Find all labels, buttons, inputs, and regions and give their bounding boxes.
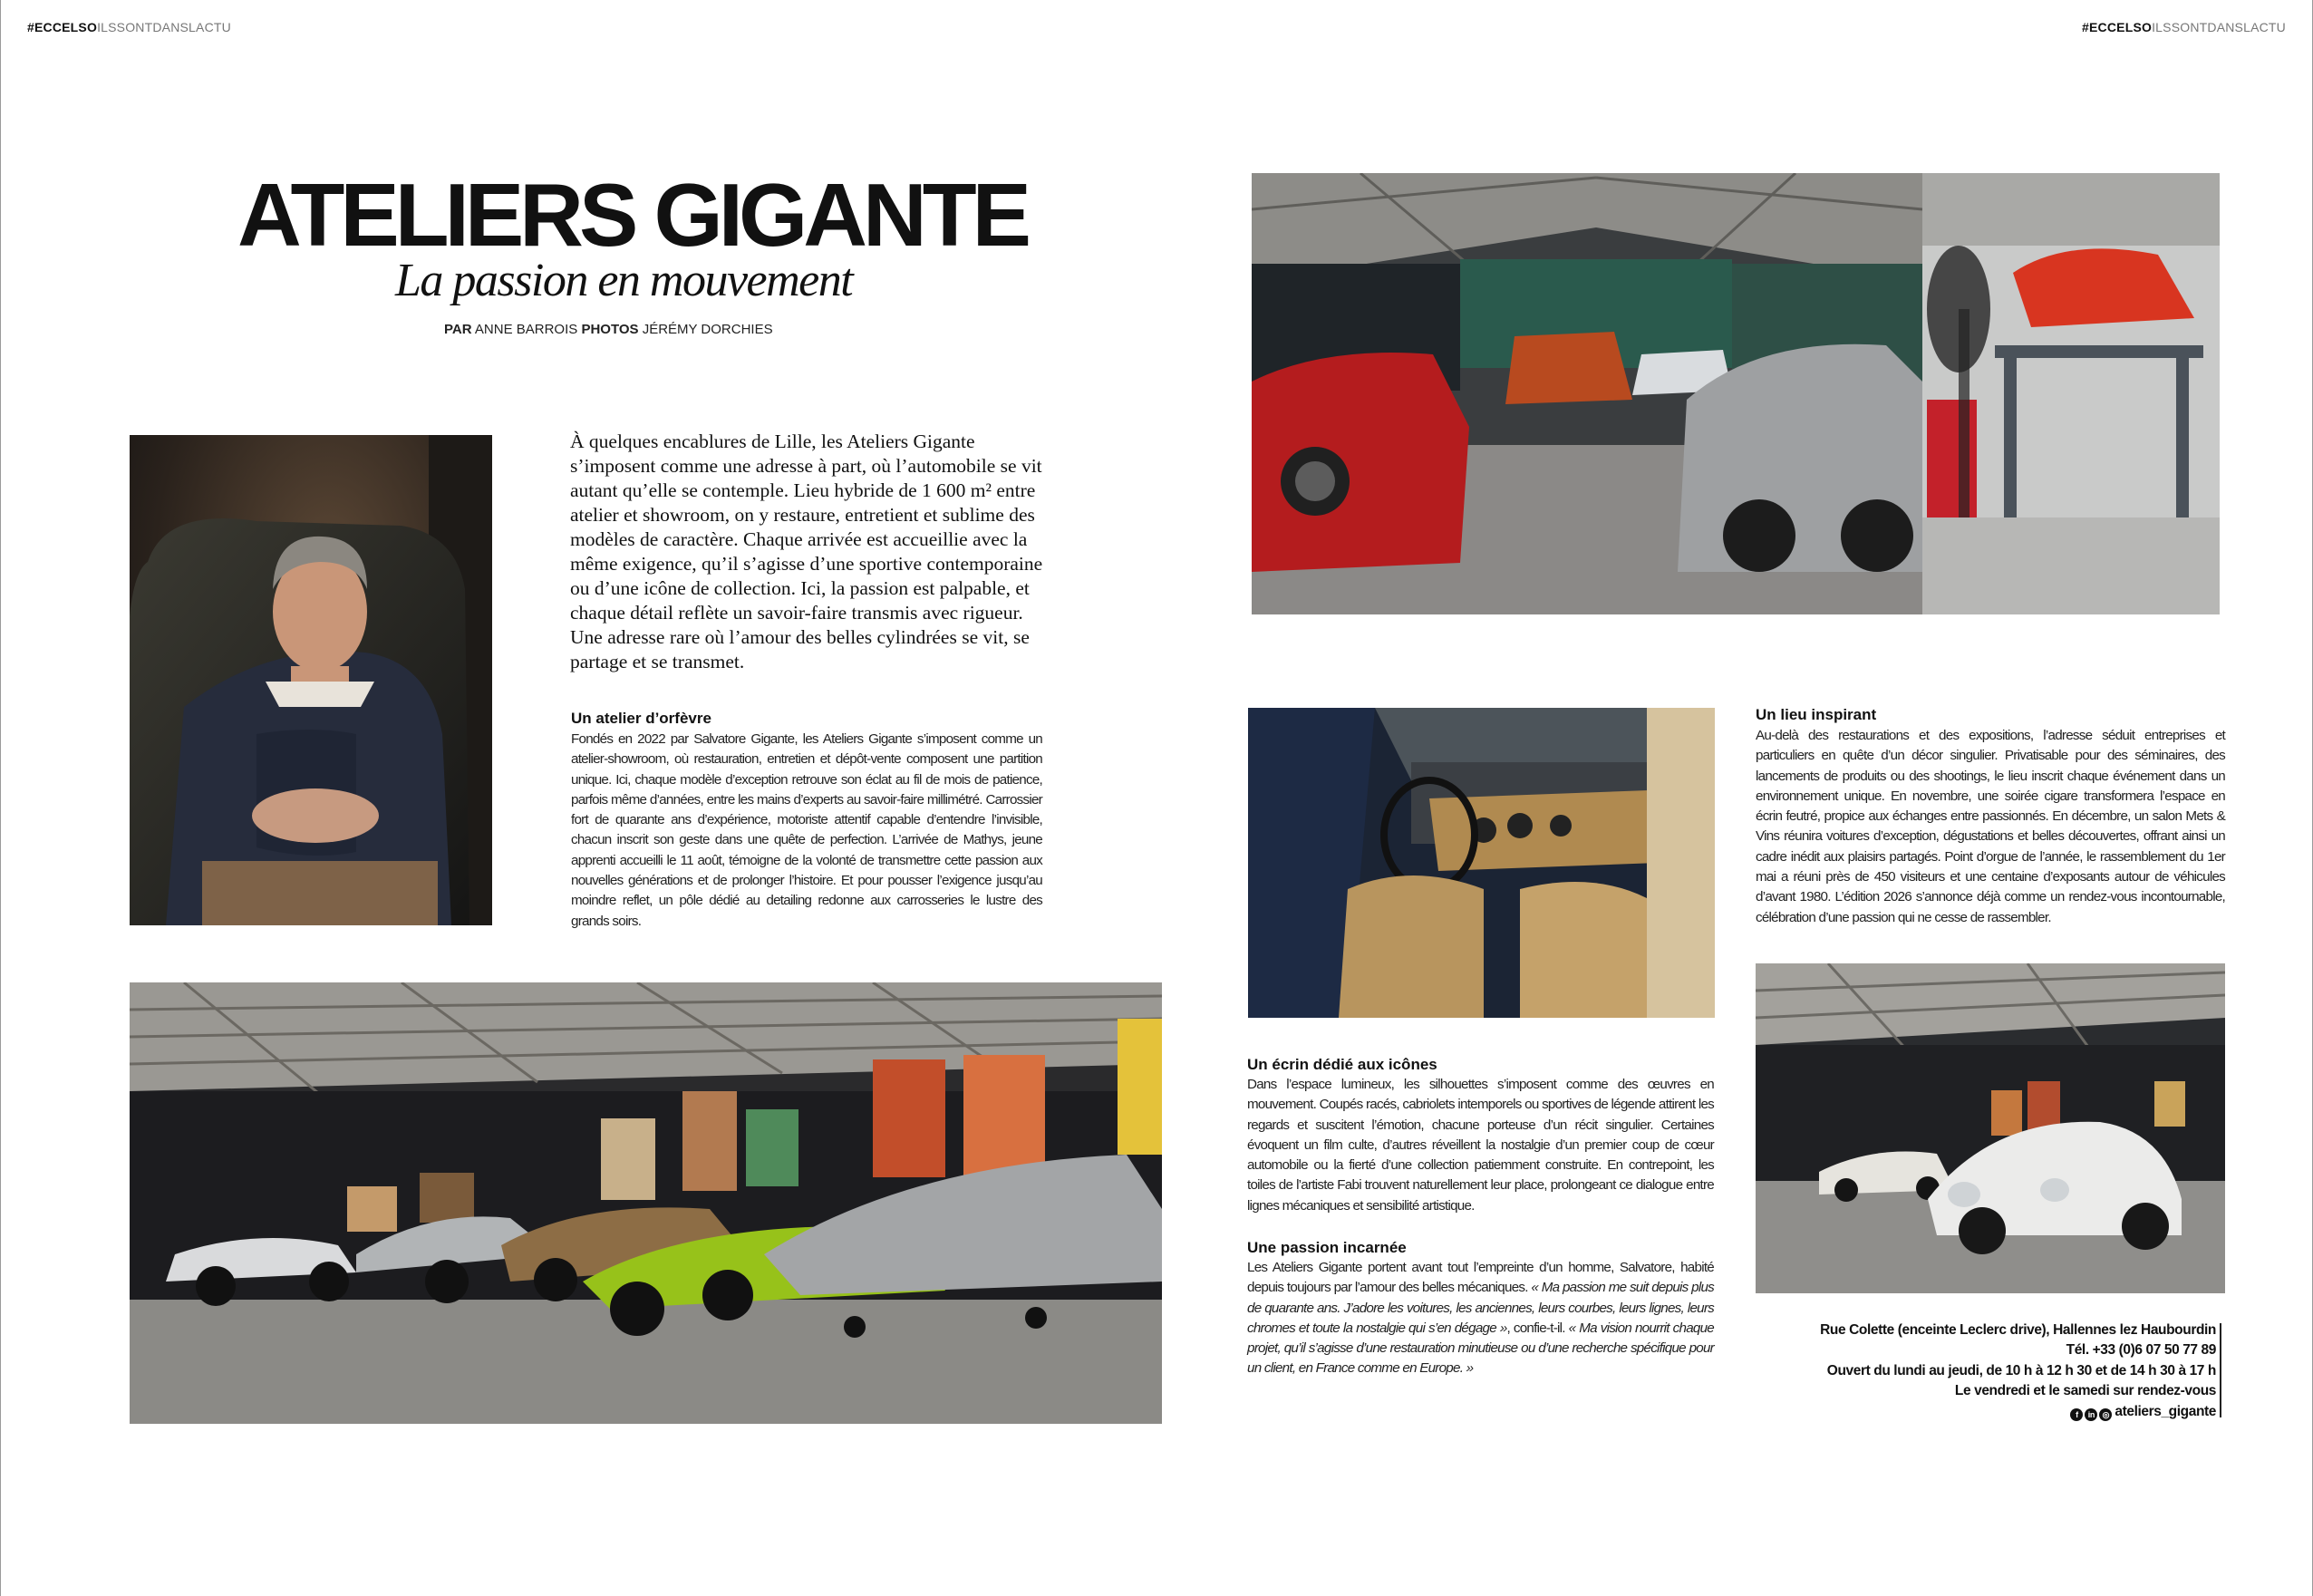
social-icons [2070, 1408, 2112, 1421]
instagram-icon[interactable]: ◎ [2099, 1408, 2112, 1421]
section-heading: Un écrin dédié aux icônes [1247, 1056, 1437, 1073]
article-title: ATELIERS GIGANTE [237, 165, 1028, 265]
section-text-quote [1247, 1258, 1714, 1379]
running-head-brand: #ECCELSO [27, 20, 98, 34]
section-text-plain: Les Ateliers Gigante portent avant tout l’empreinte d’un homme, Salvatore, habité depuis toujours par l’amour des belles mécaniques. [1247, 1260, 1714, 1296]
section-heading: Une passion incarnée [1247, 1239, 1407, 1256]
lead-paragraph: À quelques encablures de Lille, les Ateliers Gigante s’imposent comme une adresse à part, où l’automobile se vit autant qu’elle se contemple. Lieu hybride de 1 600 m² entre atelier et showroom, on y restaure, entretient et sublime des modèles de caractère. Chaque arrivée est accueillie avec la même exigence, qu’il s’agisse d’une sportive contemporaine ou d’une icône de collection. Ici, la passion est palpable, et chaque détail reflète un savoir-faire transmis avec rigueur. Une adresse rare où l’amour des belles cylindrées se vit, se partage et se transmet. [570, 430, 1043, 672]
running-head-right [2082, 20, 2286, 34]
running-head-section: ILSSONTDANSLACTU [2152, 20, 2286, 34]
section-text: Au-delà des restaurations et des expositions, l’adresse séduit entreprises et particuliers en quête d’un décor singulier. Privatisable pour des séminaires, des lancements de produits ou des shootings, le lieu inscrit chaque événement dans un environnement unique. En novembre, une soirée cigare transformera l’espace en écrin feutré, propice aux échanges entre passionnés. En décembre, un salon Mets & Vins réunira voitures d’exception, dégustations et belles découvertes, offrant ainsi un cadre inédit aux plaisirs partagés. Point d’orgue de l’année, le rassemblement du 1er mai a réuni près de 450 visiteurs et une centaine d’exposants autour de véhicules d’avant 1980. L’édition 2026 s’annonce déjà comme un rendez-vous incontournable, célébration d’une passion qui ne cesse de rassembler. [1756, 728, 2225, 925]
quote: « Ma vision nourrit chaque projet, qu’il s’agisse d’une restauration minutieuse ou d’une recherche spécifique pour un client, en France comme en Europe. » [1247, 1320, 1714, 1377]
info-box [1804, 1320, 2216, 1422]
social-handle[interactable]: ateliers_gigante [2115, 1403, 2216, 1419]
page-edge-left [0, 0, 1, 1596]
article-subtitle: La passion en mouvement [395, 255, 853, 306]
info-hours: Ouvert du lundi au jeudi, de 10 h à 12 h 30 et de 14 h 30 à 17 h [1826, 1362, 2216, 1378]
running-head-brand: #ECCELSO [2082, 20, 2153, 34]
byline-photographer: JÉRÉMY DORCHIES [642, 322, 773, 337]
info-phone: Tél. +33 (0)6 07 50 77 89 [2066, 1342, 2216, 1359]
byline-by-label: PAR [444, 322, 472, 337]
quote: « Ma passion me suit depuis plus de quarante ans. J’adore les voitures, les anciennes, leurs courbes, leurs lignes, leurs chromes et toute la nostalgie qui s’en dégage » [1247, 1280, 1714, 1336]
byline-photos-label: PHOTOS [581, 322, 639, 337]
section-text: Fondés en 2022 par Salvatore Gigante, les Ateliers Gigante s’imposent comme un atelier-showroom, où restauration, entretien et dépôt-vente composent une partition unique. Ici, chaque modèle d’exception retrouve son éclat au fil de mois de patience, parfois même d’années, entre les mains d’experts au savoir-faire millimétré. Carrossier fort de quarante ans d’expérience, motoriste attentif capable d’entendre l’invisible, chacun inscrit son geste dans une quête de perfection. L’arrivée de Mathys, jeune apprenti accueilli le 11 août, témoigne de la volonté de transmettre cette passion aux nouvelles générations et de prolonger l’histoire. Et pour pousser l’exigence jusqu’au moindre reflet, un pôle dédié au detailing redonne aux carrosseries le lustre des grands soirs. [571, 731, 1042, 929]
byline-author: ANNE BARROIS [474, 322, 578, 337]
showroom-photo [130, 982, 1162, 1424]
running-head-section: ILSSONTDANSLACTU [97, 20, 231, 34]
facebook-icon[interactable]: f [2070, 1408, 2083, 1421]
info-weekend: Le vendredi et le samedi sur rendez-vous [1954, 1383, 2216, 1399]
interior-photo [1248, 708, 1715, 1018]
info-box-rule [2220, 1323, 2221, 1417]
linkedin-icon[interactable]: in [2085, 1408, 2097, 1421]
section-text-mid: , confie-t-il. [1506, 1320, 1569, 1336]
portrait-photo [130, 435, 492, 925]
running-head-left [27, 20, 231, 34]
porsche-photo [1756, 963, 2225, 1293]
garage-photo [1252, 173, 2220, 614]
section-text: Dans l’espace lumineux, les silhouettes s’imposent comme des œuvres en mouvement. Coupés racés, cabriolets intemporels ou sportives de légende attirent les regards et suscitent l’émotion, chacune porteuse d’un récit singulier. Certaines évoquent un film culte, d’autres réveillent la nostalgie d’un premier coup de cœur automobile ou la fierté d’une collection patiemment construite. En contrepoint, les toiles de l’artiste Fabi trouvent naturellement leur place, prolongeant ce dialogue entre lignes mécaniques et sensibilité artistique. [1247, 1077, 1714, 1214]
section-heading: Un lieu inspirant [1756, 706, 1877, 723]
info-social [1804, 1402, 2216, 1422]
info-address: Rue Colette (enceinte Leclerc drive), Hallennes lez Haubourdin [1820, 1322, 2216, 1338]
section-heading: Un atelier d’orfèvre [571, 710, 711, 727]
byline [444, 322, 773, 337]
